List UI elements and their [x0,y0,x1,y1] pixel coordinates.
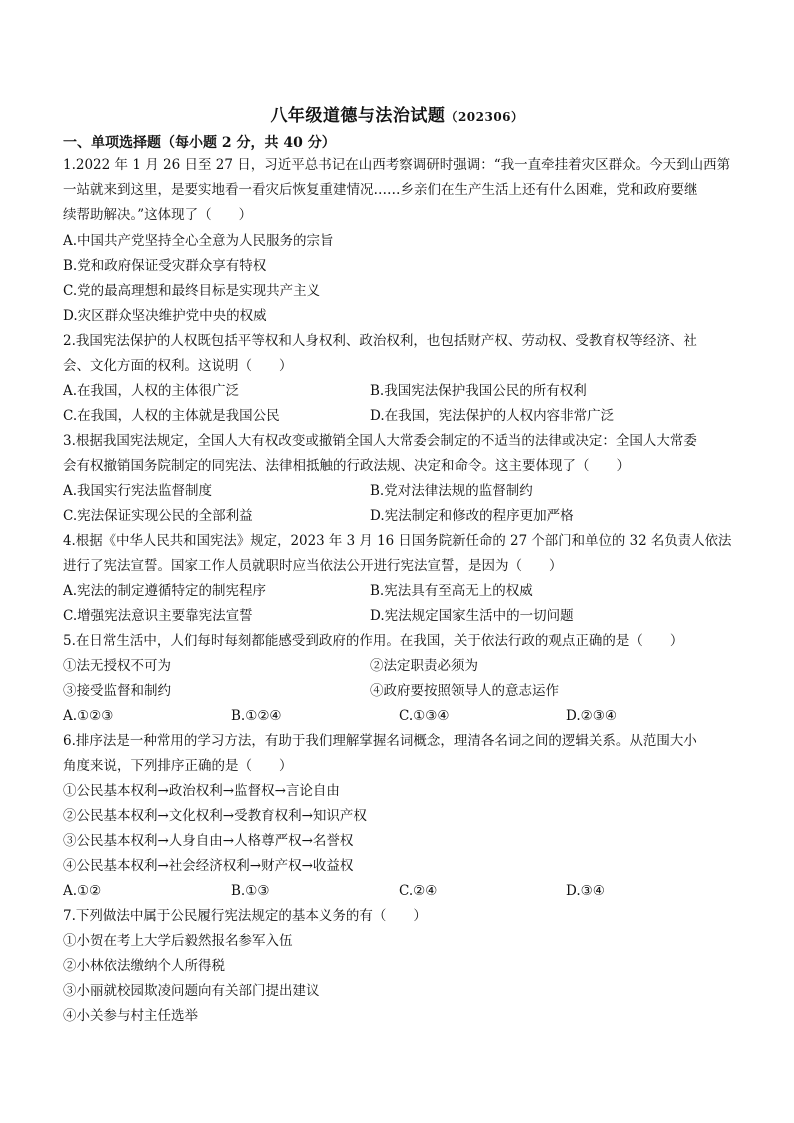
q7-statement-1: ①小贺在考上大学后毅然报名参军入伍 [63,933,293,949]
q1-option-a: A.中国共产党坚持全心全意为人民服务的宗旨 [63,233,334,249]
q1-option-d: D.灾区群众坚决维护党中央的权威 [63,308,267,324]
q6-statement-3: ③公民基本权利→人身自由→人格尊严权→名誉权 [63,833,354,849]
q5-option-a: A.①②③ [63,708,114,724]
q4-option-c: C.增强宪法意识主要靠宪法宣誓 [63,608,253,624]
q3-option-b: B.党对法律法规的监督制约 [370,483,533,499]
q7-statement-4: ④小关参与村主任选举 [63,1008,198,1024]
section-heading: 一、单项选择题（每小题 2 分，共 40 分） [63,135,336,151]
q5-option-d: D.②③④ [566,708,617,724]
q7-stem-line1: 7.下列做法中属于公民履行宪法规定的基本义务的有（ ） [63,908,427,924]
q4-option-b: B.宪法具有至高无上的权威 [370,583,533,599]
q6-statement-2: ②公民基本权利→文化权利→受教育权利→知识产权 [63,808,367,824]
title-text: 八年级道德与法治试题 [270,106,446,126]
q3-stem-line1: 3.根据我国宪法规定，全国人大有权改变或撤销全国人大常委会制定的不适当的法律或决定：全国人大常委 [63,433,697,449]
q6-statement-4: ④公民基本权利→社会经济权利→财产权→收益权 [63,858,354,874]
title-year: （202306） [445,110,524,124]
q6-option-d: D.③④ [566,883,605,899]
q2-option-a: A.在我国，人权的主体很广泛 [63,383,240,399]
q1-option-c: C.党的最高理想和最终目标是实现共产主义 [63,283,321,299]
q2-stem-line2: 会、文化方面的权利。这说明（ ） [63,358,293,374]
q6-statement-1: ①公民基本权利→政治权利→监督权→言论自由 [63,783,340,799]
q7-statement-3: ③小丽就校园欺凌问题向有关部门提出建议 [63,983,320,999]
page-title [0,101,794,126]
q2-option-c: C.在我国，人权的主体就是我国公民 [63,408,280,424]
q5-statement-1: ①法无授权不可为 [63,658,171,674]
q3-stem-line2: 会有权撤销国务院制定的同宪法、法律相抵触的行政法规、决定和命令。这主要体现了（ ） [63,458,630,474]
q6-option-b: B.①③ [231,883,270,899]
q6-option-a: A.①② [63,883,102,899]
q3-option-d: D.宪法制定和修改的程序更加严格 [370,508,574,524]
q5-option-b: B.①②④ [231,708,282,724]
q1-stem-line1: 1.2022 年 1 月 26 日至 27 日，习近平总书记在山西考察调研时强调：“我一直牵挂着灾区群众。今天到山西第 [63,157,731,173]
q5-option-c: C.①③④ [399,708,450,724]
q4-option-a: A.宪法的制定遵循特定的制宪程序 [63,583,267,599]
q6-stem-line2: 角度来说，下列排序正确的是（ ） [63,758,293,774]
q4-option-d: D.宪法规定国家生活中的一切问题 [370,608,574,624]
q2-stem-line1: 2.我国宪法保护的人权既包括平等权和人身权利、政治权利，也包括财产权、劳动权、受教育权等经济、社 [63,333,697,349]
q2-option-b: B.我国宪法保护我国公民的所有权利 [370,383,587,399]
q4-stem-line2: 进行了宪法宣誓。国家工作人员就职时应当依法公开进行宪法宣誓，是因为（ ） [63,558,563,574]
q5-statement-2: ②法定职责必须为 [370,658,478,674]
q4-stem-line1: 4.根据《中华人民共和国宪法》规定，2023 年 3 月 16 日国务院新任命的 27 个部门和单位的 32 名负责人依法 [63,533,732,549]
q5-stem-line1: 5.在日常生活中，人们每时每刻都能感受到政府的作用。在我国，关于依法行政的观点正确的是（ ） [63,633,684,649]
q1-stem-line2: 一站就来到这里，是要实地看一看灾后恢复重建情况……乡亲们在生产生活上还有什么困难，党和政府要继 [63,182,698,198]
q2-option-d: D.在我国，宪法保护的人权内容非常广泛 [370,408,615,424]
q1-option-b: B.党和政府保证受灾群众享有特权 [63,258,267,274]
q7-statement-2: ②小林依法缴纳个人所得税 [63,958,225,974]
q5-statement-3: ③接受监督和制约 [63,683,171,699]
q1-stem-line3: 续帮助解决。”这体现了（ ） [63,207,253,223]
q6-stem-line1: 6.排序法是一种常用的学习方法，有助于我们理解掌握名词概念，理清各名词之间的逻辑关系。从范围大小 [63,733,697,749]
q3-option-c: C.宪法保证实现公民的全部利益 [63,508,253,524]
q5-statement-4: ④政府要按照领导人的意志运作 [370,683,559,699]
q6-option-c: C.②④ [399,883,438,899]
q3-option-a: A.我国实行宪法监督制度 [63,483,213,499]
